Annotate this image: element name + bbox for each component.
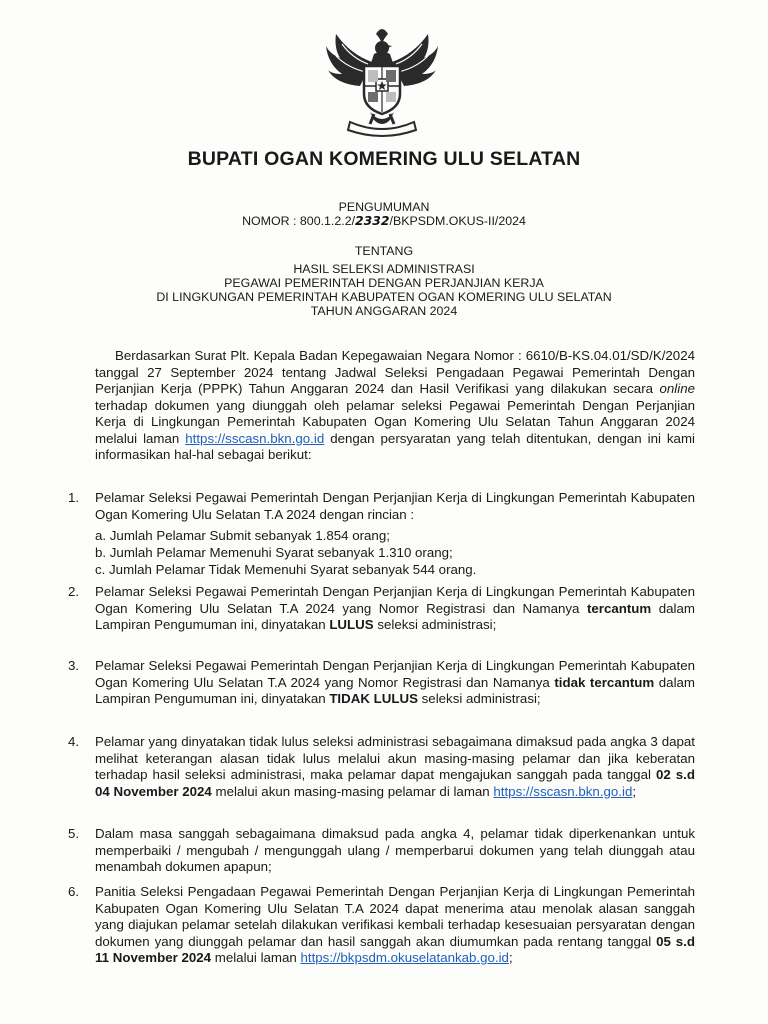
sscasn-link[interactable]: https://sscasn.bkn.go.id: [185, 430, 325, 446]
item-text: [95, 658, 695, 708]
bold-part: LULUS: [329, 617, 374, 632]
number-prefix: NOMOR : 800.1.2.2/: [242, 214, 356, 228]
list-item-3: [68, 658, 695, 708]
intro-part-1: Berdasarkan Surat Plt. Kepala Badan Kepegawaian Negara Nomor : 6610/B-KS.04.01/SD/K/2024 tanggal 27 September 2024 tentang Jadwal Seleksi Pengadaan Pegawai Pemerintah Dengan Perjanjian Kerja (PPPK) Tahun Anggaran 2024 dan Hasil Verifikasi yang dilakukan secara: [95, 348, 695, 396]
sub-item-c: c. Jumlah Pelamar Tidak Memenuhi Syarat sebanyak 544 orang.: [95, 562, 477, 577]
text-part: seleksi administrasi;: [417, 691, 541, 706]
item-text: Pelamar Seleksi Pegawai Pemerintah Dengan Perjanjian Kerja di Lingkungan Pemerintah Kabupaten Ogan Komering Ulu Selatan T.A 2024 dengan rincian :: [95, 490, 695, 522]
bold-part: 02 s.d 04 November 2024: [95, 767, 695, 799]
list-item-4: [68, 734, 695, 800]
intro-part-2: terhadap dokumen yang diunggah oleh pelamar seleksi Pegawai Pemerintah Dengan Perjanjian Kerja di Lingkungan Pemerintah Kabupaten Ogan Komering Ulu Selatan Tahun Anggaran 2024 melalui laman: [95, 397, 695, 446]
text-part: seleksi administrasi;: [373, 617, 497, 632]
item-text: [95, 584, 695, 634]
item-text: [95, 884, 695, 967]
item-number: 1.: [68, 490, 80, 505]
item-number: 2.: [68, 584, 80, 599]
text-part: Panitia Seleksi Pengadaan Pegawai Pemerintah Dengan Perjanjian Kerja di Lingkungan Pemerintah Kabupaten Ogan Komering Ulu Selatan T.A 2024 dapat menerima atau menolak alasan sanggah yang diajukan pelamar setelah dilakukan verifikasi kembali terhadap kesesuaian persyaratan dengan dokumen yang diunggah pelamar dan hasil sanggah akan diumumkan pada rentang tanggal: [95, 884, 695, 949]
intro-online: online: [659, 381, 695, 396]
list-item-1: [68, 490, 695, 523]
item-number: 4.: [68, 734, 80, 749]
bold-part: tidak tercantum: [554, 674, 655, 690]
text-part: dalam Lampiran Pengumuman ini, dinyatakan: [95, 600, 695, 632]
text-part: Pelamar yang dinyatakan tidak lulus seleksi administrasi sebagaimana dimaksud pada angka 3 dapat melihat keterangan alasan tidak lulus melalui akun masing-masing pelamar dan jika keberatan terhadap hasil seleksi administrasi, maka pelamar dapat mengajukan sanggah pada tanggal: [95, 734, 695, 782]
intro-paragraph: [95, 348, 695, 464]
text-part: dalam Lampiran Pengumuman ini, dinyatakan: [95, 674, 695, 706]
text-part: melalui akun masing-masing pelamar di laman: [211, 783, 494, 799]
sub-item-a: a. Jumlah Pelamar Submit sebanyak 1.854 orang;: [95, 528, 390, 543]
about-label: TENTANG: [354, 244, 414, 258]
text-part: Pelamar Seleksi Pegawai Pemerintah Dengan Perjanjian Kerja di Lingkungan Pemerintah Kabupaten Ogan Komering Ulu Selatan T.A 2024 yang Nomor Registrasi dan Namanya: [95, 658, 695, 690]
list-item-5: [68, 826, 695, 876]
number-suffix: /BKPSDM.OKUS-II/2024: [389, 214, 526, 228]
subject-line-3: DI LINGKUNGAN PEMERINTAH KABUPATEN OGAN KOMERING ULU SELATAN: [156, 290, 612, 304]
subject-line-4: TAHUN ANGGARAN 2024: [310, 304, 458, 318]
bold-part: 05 s.d 11 November 2024: [95, 933, 695, 965]
list-item-6: [68, 884, 695, 967]
text-part: Pelamar Seleksi Pegawai Pemerintah Dengan Perjanjian Kerja di Lingkungan Pemerintah Kabupaten Ogan Komering Ulu Selatan T.A 2024 yang Nomor Registrasi dan Namanya: [95, 584, 695, 616]
item-number: 6.: [68, 884, 80, 899]
bkpsdm-link[interactable]: https://bkpsdm.okuselatankab.go.id: [300, 950, 509, 965]
bold-part: TIDAK LULUS: [329, 691, 418, 706]
subject-line-2: PEGAWAI PEMERINTAH DENGAN PERJANJIAN KERJA: [224, 276, 544, 290]
announcement-number: [0, 214, 768, 228]
list-item-2: [68, 584, 695, 634]
bold-part: tercantum: [586, 600, 652, 616]
subject-line-1: HASIL SELEKSI ADMINISTRASI: [293, 262, 475, 276]
intro-part-3: dengan persyaratan yang telah ditentukan, dengan ini kami informasikan hal-hal sebagai berikut:: [95, 430, 695, 462]
text-part: melalui laman: [211, 950, 301, 965]
sscasn-link[interactable]: https://sscasn.bkn.go.id: [493, 783, 633, 799]
item-text: Dalam masa sanggah sebagaimana dimaksud pada angka 4, pelamar tidak diperkenankan untuk memperbaiki / mengubah / mengunggah ulang / memperbarui dokumen yang telah diunggah atau menambah dokumen apapun;: [95, 826, 695, 874]
text-part: ;: [508, 950, 513, 965]
item-text: [95, 734, 695, 800]
announcement-label: PENGUMUMAN: [338, 200, 430, 214]
issuer-title: BUPATI OGAN KOMERING ULU SELATAN: [187, 148, 581, 170]
text-part: ;: [632, 783, 637, 799]
sub-item-b: b. Jumlah Pelamar Memenuhi Syarat sebanyak 1.310 orang;: [95, 545, 453, 560]
garuda-emblem-icon: [320, 24, 444, 140]
item-number: 3.: [68, 658, 80, 673]
item-number: 5.: [68, 826, 80, 841]
number-handwritten: 2332: [355, 213, 390, 228]
